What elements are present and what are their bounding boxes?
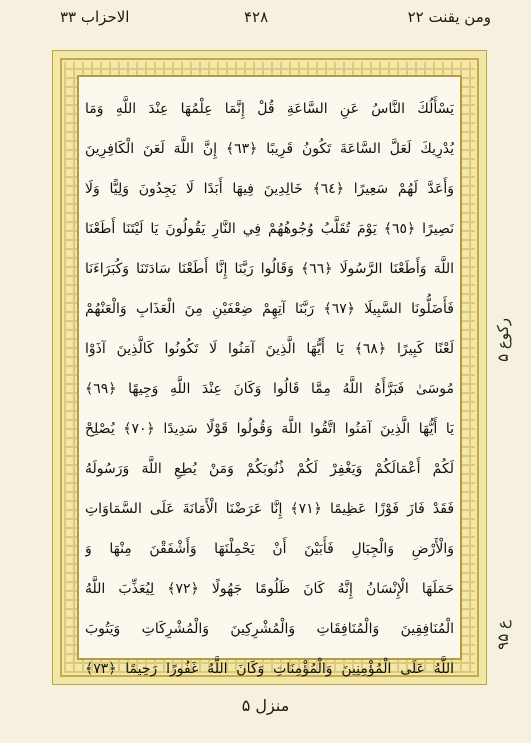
header-juz-name: ومن یقنت ۲۲ [407,8,491,26]
manzil-label: منزل ۵ [241,696,290,715]
text-line: لَكُمْ أَعْمَالَكُمْ وَيَغْفِرْ لَكُمْ ذُنُوبَكُمْ وَمَنْ يُطِعِ اللَّهَ وَرَسُولَهُ [85,461,454,477]
text-line: الْمُنَافِقِينَ وَالْمُنَافِقَاتِ وَالْمُشْرِكِينَ وَالْمُشْرِكَاتِ وَيَتُوبَ [85,621,454,637]
text-line: نَصِيرًا ﴿٦٥﴾ يَوْمَ تُقَلَّبُ وُجُوهُهُمْ فِي النَّارِ يَقُولُونَ يَا لَيْتَنَا أَطَعْنَا [85,221,454,237]
text-line: يُدْرِيكَ لَعَلَّ السَّاعَةَ تَكُونُ قَرِيبًا ﴿٦٣﴾ إِنَّ اللَّهَ لَعَنَ الْكَافِرِينَ [85,141,454,157]
text-line: اللَّهُ عَلَى الْمُؤْمِنِينَ وَالْمُؤْمِنَاتِ وَكَانَ اللَّهُ غَفُورًا رَحِيمًا ﴿٧٣﴾ [85,661,454,677]
text-line: حَمَلَهَا الْإِنْسَانُ إِنَّهُ كَانَ ظَلُومًا جَهُولًا ﴿٧٢﴾ لِيُعَذِّبَ اللَّهُ [85,581,454,597]
ornamental-border [52,50,487,685]
text-line: يَسْأَلُكَ النَّاسُ عَنِ السَّاعَةِ قُلْ إِنَّمَا عِلْمُهَا عِنْدَ اللَّهِ وَمَا [85,101,454,117]
header-surah-name: الاحزاب ٣٣ [60,8,130,26]
page-header [0,6,531,36]
text-line: فَقَدْ فَازَ فَوْزًا عَظِيمًا ﴿٧١﴾ إِنَّا عَرَضْنَا الْأَمَانَةَ عَلَى السَّمَاوَاتِ [85,501,454,517]
page-number: ۴۲۸ [244,8,269,26]
text-line: لَعْنًا كَبِيرًا ﴿٦٨﴾ يَا أَيُّهَا الَّذِينَ آمَنُوا لَا تَكُونُوا كَالَّذِينَ آذَوْا [85,341,454,357]
text-line: يَا أَيُّهَا الَّذِينَ آمَنُوا اتَّقُوا اللَّهَ وَقُولُوا قَوْلًا سَدِيدًا ﴿٧٠﴾ يُصْلِحْ [85,421,454,437]
text-line: وَأَعَدَّ لَهُمْ سَعِيرًا ﴿٦٤﴾ خَالِدِينَ فِيهَا أَبَدًا لَا يَجِدُونَ وَلِيًّا وَلَا [85,181,454,197]
text-line: مُوسَىٰ فَبَرَّأَهُ اللَّهُ مِمَّا قَالُوا وَكَانَ عِنْدَ اللَّهِ وَجِيهًا ﴿٦٩﴾ [85,381,454,397]
text-line: اللَّهَ وَأَطَعْنَا الرَّسُولَا ﴿٦٦﴾ وَقَالُوا رَبَّنَا إِنَّا أَطَعْنَا سَادَتَنَا وَكُبَرَاءَنَا [85,261,454,277]
ruku-marker: رکوع ۵ [494,318,512,362]
text-line: فَأَضَلُّونَا السَّبِيلَا ﴿٦٧﴾ رَبَّنَا آتِهِمْ ضِعْفَيْنِ مِنَ الْعَذَابِ وَالْعَنْهُمْ [85,301,454,317]
text-panel [77,75,462,677]
text-line: وَالْأَرْضِ وَالْجِبَالِ فَأَبَيْنَ أَنْ يَحْمِلْنَهَا وَأَشْفَقْنَ مِنْهَا وَ [85,541,454,557]
ruku-marker: ۹ع ۵ [494,620,512,650]
